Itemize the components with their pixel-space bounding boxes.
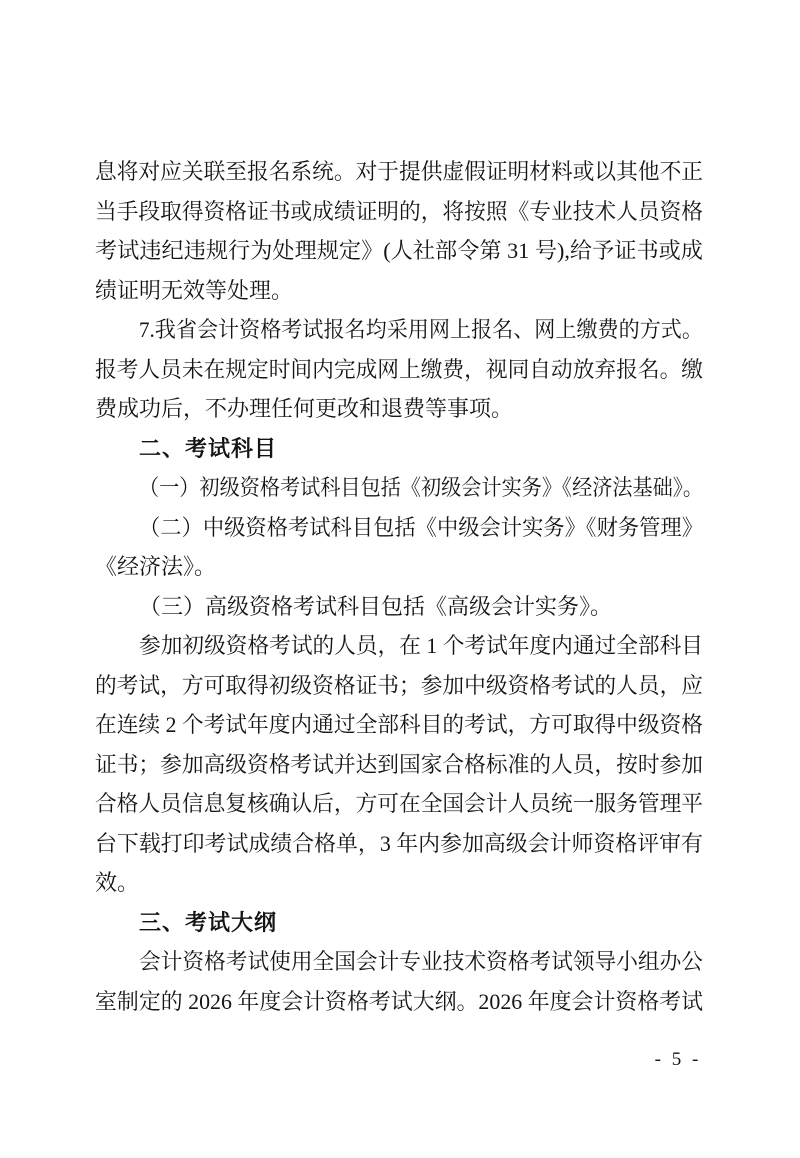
- text-line: 绩证明无效等处理。: [95, 277, 294, 303]
- heading-exam-syllabus: 三、考试大纲: [139, 909, 278, 935]
- text-line: （一）初级资格考试科目包括《初级会计实务》《经济法基础》。: [139, 475, 704, 500]
- page-number: - 5 -: [654, 1049, 702, 1070]
- text-line: 费成功后，不办理任何更改和退费等事项。: [95, 396, 514, 421]
- paragraph-intermediate-subjects: [95, 508, 703, 587]
- text-line: 考试违纪违规行为处理规定》(人社部令第 31 号),给予证书或成: [95, 238, 703, 263]
- text-line: 合格人员信息复核确认后，方可在全国会计人员统一服务管理平: [95, 791, 704, 816]
- text-line: 息将对应关联至报名系统。对于提供虚假证明材料或以其他不正: [95, 159, 704, 184]
- paragraph-senior-subjects: [95, 587, 703, 627]
- paragraph-syllabus: [95, 942, 703, 1021]
- text-line: 在连续 2 个考试年度内通过全部科目的考试，方可取得中级资格: [95, 712, 704, 737]
- text-line: 证书；参加高级资格考试并达到国家合格标准的人员，按时参加: [95, 751, 704, 777]
- text-line: 参加初级资格考试的人员，在 1 个考试年度内通过全部科目: [139, 633, 704, 658]
- paragraph-junior-subjects: [95, 468, 703, 508]
- paragraph-online-registration: [95, 310, 703, 429]
- text-line: 的考试，方可取得初级资格证书；参加中级资格考试的人员，应: [95, 672, 704, 698]
- text-line: （二）中级资格考试科目包括《中级会计实务》《财务管理》: [139, 514, 704, 540]
- text-line: （三）高级资格考试科目包括《高级会计实务》。: [139, 593, 613, 619]
- text-line: 7.我省会计资格考试报名均采用网上报名、网上缴费的方式。: [139, 317, 703, 342]
- paragraph-passing-rules: [95, 626, 703, 903]
- text-line: 当手段取得资格证书或成绩证明的，将按照《专业技术人员资格: [95, 198, 704, 224]
- text-line: 效。: [95, 870, 140, 895]
- heading-exam-subjects: 二、考试科目: [139, 435, 278, 461]
- text-line: 室制定的 2026 年度会计资格考试大纲。2026 年度会计资格考试: [95, 988, 704, 1014]
- text-line: 《经济法》。: [95, 554, 217, 579]
- text-line: 会计资格考试使用全国会计专业技术资格考试领导小组办公: [139, 949, 704, 974]
- document-body: [95, 152, 703, 1021]
- text-line: 台下载打印考试成绩合格单，3 年内参加高级会计师资格评审有: [95, 830, 704, 856]
- paragraph-penalty: [95, 152, 703, 310]
- text-line: 报考人员未在规定时间内完成网上缴费，视同自动放弃报名。缴: [95, 356, 704, 382]
